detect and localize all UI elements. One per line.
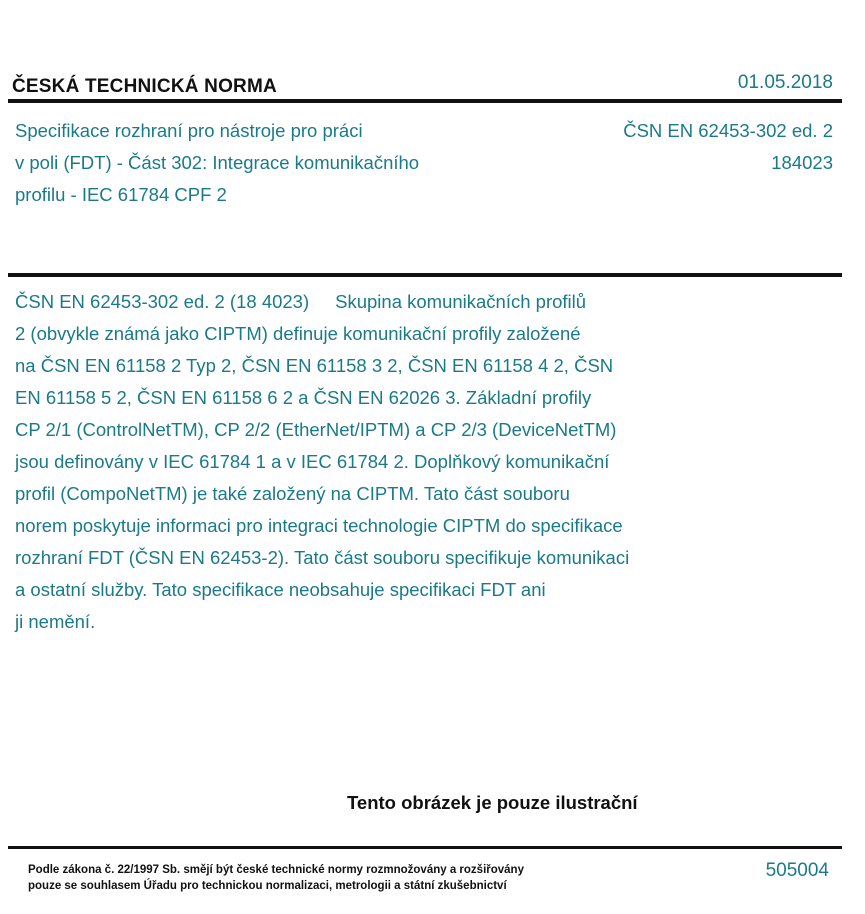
abstract-line: a ostatní služby. Tato specifikace neobsahuje specifikaci FDT ani bbox=[15, 579, 546, 600]
abstract-line: 2 (obvykle známá jako CIPTM) definuje komunikační profily založené bbox=[15, 323, 581, 344]
standard-title-line: Specifikace rozhraní pro nástroje pro práci bbox=[15, 120, 363, 141]
section-divider bbox=[8, 273, 842, 277]
class-number: 184023 bbox=[771, 152, 833, 173]
publication-date: 01.05.2018 bbox=[737, 72, 833, 93]
standard-title bbox=[15, 115, 515, 211]
abstract-line: ji nemění. bbox=[15, 611, 96, 632]
abstract-reference: ČSN EN 62453-302 ed. 2 (18 4023) bbox=[15, 291, 310, 312]
standard-designation: ČSN EN 62453-302 ed. 2 bbox=[623, 120, 833, 141]
abstract-line: EN 61158 5 2, ČSN EN 61158 6 2 a ČSN EN 62026 3. Základní profily bbox=[15, 387, 592, 408]
standard-designation-block bbox=[623, 115, 833, 179]
footer-divider bbox=[8, 846, 842, 849]
abstract-first-line: Skupina komunikačních profilů bbox=[335, 291, 587, 312]
document-code: 505004 bbox=[765, 860, 829, 881]
abstract-line: profil (CompoNetTM) je také založený na CIPTM. Tato část souboru bbox=[15, 483, 570, 504]
abstract-line: na ČSN EN 61158 2 Typ 2, ČSN EN 61158 3 2, ČSN EN 61158 4 2, ČSN bbox=[15, 355, 614, 376]
abstract-line bbox=[15, 286, 735, 318]
abstract-line: rozhraní FDT (ČSN EN 62453-2). Tato část souboru specifikuje komunikaci bbox=[15, 547, 630, 568]
norm-title: ČESKÁ TECHNICKÁ NORMA bbox=[12, 76, 277, 97]
standard-title-line: profilu - IEC 61784 CPF 2 bbox=[15, 184, 227, 205]
abstract bbox=[15, 286, 735, 638]
abstract-line: jsou definovány v IEC 61784 1 a v IEC 61784 2. Doplňkový komunikační bbox=[15, 451, 610, 472]
header-divider bbox=[8, 99, 842, 103]
legal-notice bbox=[28, 862, 588, 894]
standard-title-line: v poli (FDT) - Část 302: Integrace komunikačního bbox=[15, 152, 420, 173]
abstract-line: CP 2/1 (ControlNetTM), CP 2/2 (EtherNet/IPTM) a CP 2/3 (DeviceNetTM) bbox=[15, 419, 617, 440]
legal-notice-line: Podle zákona č. 22/1997 Sb. smějí být české technické normy rozmnožovány a rozšiřovány bbox=[28, 864, 524, 876]
illustration-note: Tento obrázek je pouze ilustrační bbox=[347, 792, 638, 813]
abstract-line: norem poskytuje informaci pro integraci technologie CIPTM do specifikace bbox=[15, 515, 623, 536]
legal-notice-line: pouze se souhlasem Úřadu pro technickou normalizaci, metrologii a státní zkušebnictví bbox=[28, 880, 507, 892]
